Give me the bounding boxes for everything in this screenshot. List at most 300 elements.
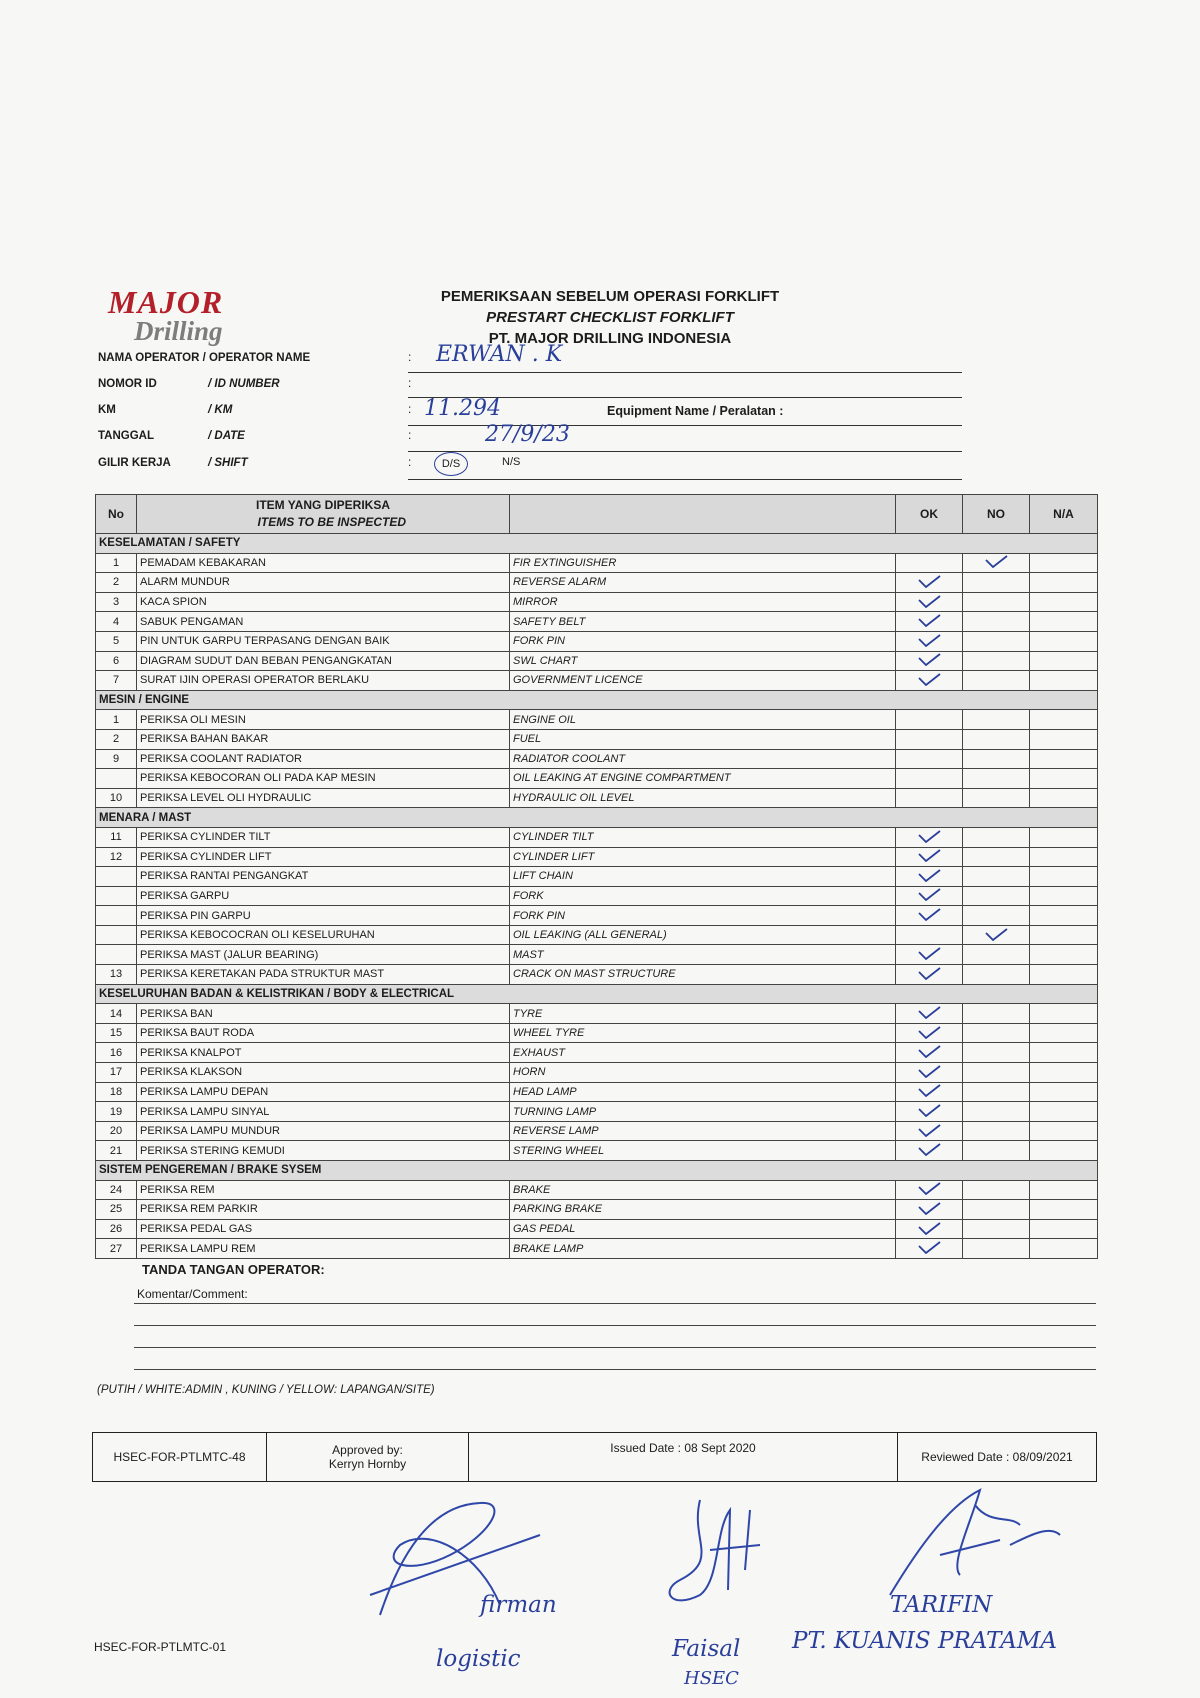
mark-cell-na[interactable] bbox=[1030, 749, 1098, 769]
item-number: 6 bbox=[96, 651, 137, 671]
date-value: 27/9/23 bbox=[485, 422, 570, 447]
item-name-id: PERIKSA PIN GARPU bbox=[137, 906, 510, 926]
item-name-id: PERIKSA LAMPU MUNDUR bbox=[137, 1121, 510, 1141]
item-number bbox=[96, 867, 137, 887]
mark-cell-no[interactable] bbox=[963, 886, 1030, 906]
mark-cell-na[interactable] bbox=[1030, 1063, 1098, 1083]
mark-cell-no[interactable] bbox=[963, 1063, 1030, 1083]
title-english: PRESTART CHECKLIST FORKLIFT bbox=[486, 309, 734, 326]
col-item-id: ITEM YANG DIPERIKSA bbox=[255, 498, 391, 512]
checklist-row bbox=[96, 769, 1098, 789]
mark-cell-na[interactable] bbox=[1030, 788, 1098, 808]
mark-cell-na[interactable] bbox=[1030, 1121, 1098, 1141]
check-mark-icon bbox=[984, 554, 1008, 568]
date-label-id: TANGGAL bbox=[98, 430, 155, 442]
item-name-en: TYRE bbox=[510, 1004, 896, 1024]
mark-cell-na[interactable] bbox=[1030, 1200, 1098, 1220]
id-number-label bbox=[98, 378, 280, 390]
title-indonesian: PEMERIKSAAN SEBELUM OPERASI FORKLIFT bbox=[440, 288, 780, 305]
mark-cell-na[interactable] bbox=[1030, 631, 1098, 651]
mark-cell-na[interactable] bbox=[1030, 1082, 1098, 1102]
item-name-en: REVERSE LAMP bbox=[510, 1121, 896, 1141]
check-mark-icon bbox=[917, 868, 941, 882]
item-name-id: SURAT IJIN OPERASI OPERATOR BERLAKU bbox=[137, 671, 510, 691]
km-value: 11.294 bbox=[424, 396, 501, 421]
section-row bbox=[96, 690, 1098, 710]
mark-cell-ok[interactable] bbox=[896, 1180, 963, 1200]
checklist-row bbox=[96, 1200, 1098, 1220]
item-name-id: PIN UNTUK GARPU TERPASANG DENGAN BAIK bbox=[137, 631, 510, 651]
check-mark-icon bbox=[917, 887, 941, 901]
item-number: 15 bbox=[96, 1023, 137, 1043]
mark-cell-no[interactable] bbox=[963, 749, 1030, 769]
item-number: 26 bbox=[96, 1219, 137, 1239]
item-number: 25 bbox=[96, 1200, 137, 1220]
item-number: 3 bbox=[96, 592, 137, 612]
mark-cell-ok[interactable] bbox=[896, 573, 963, 593]
mark-cell-na[interactable] bbox=[1030, 867, 1098, 887]
logo-drilling: Drilling bbox=[134, 316, 223, 346]
mark-cell-na[interactable] bbox=[1030, 1239, 1098, 1259]
mark-cell-no[interactable] bbox=[963, 788, 1030, 808]
signature-logistic-role: logistic bbox=[436, 1646, 521, 1672]
comment-label: Komentar/Comment: bbox=[137, 1287, 248, 1301]
mark-cell-ok[interactable] bbox=[896, 1219, 963, 1239]
item-name-en: FORK PIN bbox=[510, 906, 896, 926]
section-row bbox=[96, 984, 1098, 1004]
item-name-en: RADIATOR COOLANT bbox=[510, 749, 896, 769]
item-number: 24 bbox=[96, 1180, 137, 1200]
item-name-id: PERIKSA BAN bbox=[137, 1004, 510, 1024]
mark-cell-na[interactable] bbox=[1030, 1102, 1098, 1122]
item-name-en: MAST bbox=[510, 945, 896, 965]
mark-cell-ok[interactable] bbox=[896, 886, 963, 906]
section-title: MENARA / MAST bbox=[96, 808, 1098, 828]
item-name-en: GAS PEDAL bbox=[510, 1219, 896, 1239]
checklist-row bbox=[96, 1082, 1098, 1102]
item-number: 18 bbox=[96, 1082, 137, 1102]
item-number: 17 bbox=[96, 1063, 137, 1083]
item-name-id: PERIKSA KERETAKAN PADA STRUKTUR MAST bbox=[137, 965, 510, 985]
item-name-en: TURNING LAMP bbox=[510, 1102, 896, 1122]
mark-cell-ok[interactable] bbox=[896, 867, 963, 887]
item-name-en: FORK bbox=[510, 886, 896, 906]
reviewed-date: Reviewed Date : 08/09/2021 bbox=[898, 1433, 1097, 1482]
item-name-en: BRAKE bbox=[510, 1180, 896, 1200]
km-label bbox=[98, 404, 233, 416]
check-mark-icon bbox=[917, 594, 941, 608]
section-title: KESELAMATAN / SAFETY bbox=[96, 534, 1098, 554]
item-name-en: BRAKE LAMP bbox=[510, 1239, 896, 1259]
mark-cell-na[interactable] bbox=[1030, 592, 1098, 612]
signature-hsec-role: HSEC bbox=[684, 1668, 739, 1689]
company-name: PT. MAJOR DRILLING INDONESIA bbox=[488, 330, 732, 347]
check-mark-icon bbox=[917, 1025, 941, 1039]
mark-cell-ok[interactable] bbox=[896, 710, 963, 730]
item-name-en: MIRROR bbox=[510, 592, 896, 612]
mark-cell-ok[interactable] bbox=[896, 592, 963, 612]
mark-cell-no[interactable] bbox=[963, 1043, 1030, 1063]
check-mark-icon bbox=[917, 966, 941, 980]
mark-cell-ok[interactable] bbox=[896, 945, 963, 965]
mark-cell-na[interactable] bbox=[1030, 671, 1098, 691]
mark-cell-ok[interactable] bbox=[896, 553, 963, 573]
shift-night: N/S bbox=[502, 456, 521, 468]
mark-cell-na[interactable] bbox=[1030, 906, 1098, 926]
check-mark-icon bbox=[984, 927, 1008, 941]
checklist-row bbox=[96, 827, 1098, 847]
checklist-row bbox=[96, 965, 1098, 985]
mark-cell-no[interactable] bbox=[963, 573, 1030, 593]
mark-cell-no[interactable] bbox=[963, 847, 1030, 867]
checklist-row bbox=[96, 612, 1098, 632]
footer-table bbox=[92, 1432, 1097, 1482]
issued-date: Issued Date : 08 Sept 2020 bbox=[469, 1433, 898, 1482]
mark-cell-no[interactable] bbox=[963, 631, 1030, 651]
logo-major: MAJOR bbox=[108, 284, 224, 320]
item-number: 2 bbox=[96, 729, 137, 749]
item-number: 12 bbox=[96, 847, 137, 867]
check-mark-icon bbox=[917, 1064, 941, 1078]
km-label-id: KM bbox=[98, 404, 116, 416]
operator-name-line bbox=[408, 372, 962, 373]
colon-shift: : bbox=[408, 455, 412, 469]
colon-id: : bbox=[408, 376, 412, 390]
signature-contractor-company: PT. KUANIS PRATAMA bbox=[792, 1628, 1057, 1654]
mark-cell-na[interactable] bbox=[1030, 1004, 1098, 1024]
mark-cell-no[interactable] bbox=[963, 592, 1030, 612]
section-title: MESIN / ENGINE bbox=[96, 690, 1098, 710]
item-name-id: PERIKSA BAHAN BAKAR bbox=[137, 729, 510, 749]
check-mark-icon bbox=[917, 1240, 941, 1254]
mark-cell-ok[interactable] bbox=[896, 1063, 963, 1083]
checklist-row bbox=[96, 886, 1098, 906]
item-number: 21 bbox=[96, 1141, 137, 1161]
item-number: 13 bbox=[96, 965, 137, 985]
item-name-id: PERIKSA KNALPOT bbox=[137, 1043, 510, 1063]
mark-cell-na[interactable] bbox=[1030, 573, 1098, 593]
check-mark-icon bbox=[917, 672, 941, 686]
mark-cell-no[interactable] bbox=[963, 1239, 1030, 1259]
item-name-en: SWL CHART bbox=[510, 651, 896, 671]
item-name-id: KACA SPION bbox=[137, 592, 510, 612]
mark-cell-no[interactable] bbox=[963, 1121, 1030, 1141]
mark-cell-ok[interactable] bbox=[896, 1102, 963, 1122]
item-name-en: CRACK ON MAST STRUCTURE bbox=[510, 965, 896, 985]
item-name-id: PERIKSA LAMPU DEPAN bbox=[137, 1082, 510, 1102]
mark-cell-na[interactable] bbox=[1030, 769, 1098, 789]
item-number: 14 bbox=[96, 1004, 137, 1024]
approved-by bbox=[267, 1433, 469, 1482]
mark-cell-ok[interactable] bbox=[896, 827, 963, 847]
mark-cell-ok[interactable] bbox=[896, 1043, 963, 1063]
mark-cell-ok[interactable] bbox=[896, 1239, 963, 1259]
check-mark-icon bbox=[917, 1123, 941, 1137]
mark-cell-na[interactable] bbox=[1030, 827, 1098, 847]
item-number: 16 bbox=[96, 1043, 137, 1063]
item-name-en: ENGINE OIL bbox=[510, 710, 896, 730]
item-number: 7 bbox=[96, 671, 137, 691]
checklist-row bbox=[96, 1239, 1098, 1259]
mark-cell-ok[interactable] bbox=[896, 631, 963, 651]
check-mark-icon bbox=[917, 1221, 941, 1235]
check-mark-icon bbox=[917, 1142, 941, 1156]
col-item-header bbox=[137, 495, 510, 534]
inspection-table bbox=[95, 494, 1098, 1259]
check-mark-icon bbox=[917, 1201, 941, 1215]
mark-cell-no[interactable] bbox=[963, 1200, 1030, 1220]
mark-cell-no[interactable] bbox=[963, 651, 1030, 671]
item-name-en: HYDRAULIC OIL LEVEL bbox=[510, 788, 896, 808]
checklist-row bbox=[96, 1141, 1098, 1161]
mark-cell-na[interactable] bbox=[1030, 710, 1098, 730]
col-en-header bbox=[510, 495, 896, 534]
approved-label: Approved by: bbox=[332, 1443, 403, 1457]
item-number: 5 bbox=[96, 631, 137, 651]
checklist-row bbox=[96, 867, 1098, 887]
checklist-row bbox=[96, 788, 1098, 808]
check-mark-icon bbox=[917, 1103, 941, 1117]
item-name-en: OIL LEAKING AT ENGINE COMPARTMENT bbox=[510, 769, 896, 789]
check-mark-icon bbox=[917, 633, 941, 647]
operator-signature-label: TANDA TANGAN OPERATOR: bbox=[142, 1262, 325, 1277]
col-no-header: No bbox=[96, 495, 137, 534]
checklist-row bbox=[96, 749, 1098, 769]
mark-cell-ok[interactable] bbox=[896, 1121, 963, 1141]
item-name-en: FUEL bbox=[510, 729, 896, 749]
item-name-en: PARKING BRAKE bbox=[510, 1200, 896, 1220]
col-na-header: N/A bbox=[1030, 495, 1098, 534]
mark-cell-no[interactable] bbox=[963, 827, 1030, 847]
shift-day-circled: D/S bbox=[434, 452, 468, 476]
km-label-en: / KM bbox=[208, 404, 233, 416]
item-name-en: OIL LEAKING (ALL GENERAL) bbox=[510, 925, 896, 945]
check-mark-icon bbox=[917, 848, 941, 862]
item-name-id: PERIKSA CYLINDER LIFT bbox=[137, 847, 510, 867]
item-name-en: EXHAUST bbox=[510, 1043, 896, 1063]
checklist-row bbox=[96, 1102, 1098, 1122]
mark-cell-no[interactable] bbox=[963, 1082, 1030, 1102]
mark-cell-ok[interactable] bbox=[896, 651, 963, 671]
item-name-id: PERIKSA GARPU bbox=[137, 886, 510, 906]
checklist-row bbox=[96, 631, 1098, 651]
item-name-id: PERIKSA LEVEL OLI HYDRAULIC bbox=[137, 788, 510, 808]
checklist-row bbox=[96, 1121, 1098, 1141]
mark-cell-na[interactable] bbox=[1030, 945, 1098, 965]
comment-line-2[interactable] bbox=[134, 1325, 1096, 1326]
mark-cell-na[interactable] bbox=[1030, 1180, 1098, 1200]
signature-contractor-name: TARIFIN bbox=[890, 1592, 993, 1618]
checklist-row bbox=[96, 1023, 1098, 1043]
mark-cell-no[interactable] bbox=[963, 1102, 1030, 1122]
mark-cell-na[interactable] bbox=[1030, 1023, 1098, 1043]
item-name-id: PEMADAM KEBAKARAN bbox=[137, 553, 510, 573]
col-item-en: ITEMS TO BE INSPECTED bbox=[257, 515, 406, 529]
mark-cell-na[interactable] bbox=[1030, 965, 1098, 985]
mark-cell-na[interactable] bbox=[1030, 1043, 1098, 1063]
checklist-row bbox=[96, 651, 1098, 671]
mark-cell-no[interactable] bbox=[963, 710, 1030, 730]
mark-cell-ok[interactable] bbox=[896, 965, 963, 985]
mark-cell-na[interactable] bbox=[1030, 612, 1098, 632]
mark-cell-ok[interactable] bbox=[896, 1200, 963, 1220]
item-number bbox=[96, 769, 137, 789]
item-name-id: DIAGRAM SUDUT DAN BEBAN PENGANGKATAN bbox=[137, 651, 510, 671]
id-label-id: NOMOR ID bbox=[98, 378, 157, 390]
item-name-id: PERIKSA STERING KEMUDI bbox=[137, 1141, 510, 1161]
checklist-row bbox=[96, 592, 1098, 612]
item-number: 10 bbox=[96, 788, 137, 808]
mark-cell-na[interactable] bbox=[1030, 1141, 1098, 1161]
section-row bbox=[96, 1161, 1098, 1181]
mark-cell-no[interactable] bbox=[963, 925, 1030, 945]
item-number: 11 bbox=[96, 827, 137, 847]
comment-line-3[interactable] bbox=[134, 1347, 1096, 1348]
mark-cell-ok[interactable] bbox=[896, 1082, 963, 1102]
form-code: HSEC-FOR-PTLMTC-48 bbox=[93, 1433, 267, 1482]
col-ok-header: OK bbox=[896, 495, 963, 534]
operator-name-label: NAMA OPERATOR / OPERATOR NAME bbox=[98, 352, 311, 364]
table-header-row bbox=[96, 495, 1098, 534]
id-label-en: / ID NUMBER bbox=[208, 378, 280, 390]
checklist-row bbox=[96, 553, 1098, 573]
mark-cell-no[interactable] bbox=[963, 1004, 1030, 1024]
signature-hsec-name: Faisal bbox=[672, 1636, 741, 1662]
date-label-en: / DATE bbox=[208, 430, 245, 442]
checklist-row bbox=[96, 906, 1098, 926]
mark-cell-na[interactable] bbox=[1030, 1219, 1098, 1239]
check-mark-icon bbox=[917, 652, 941, 666]
footer-row bbox=[93, 1433, 1097, 1482]
mark-cell-ok[interactable] bbox=[896, 1141, 963, 1161]
signature-hsec-scribble bbox=[660, 1490, 780, 1610]
section-row bbox=[96, 808, 1098, 828]
mark-cell-no[interactable] bbox=[963, 965, 1030, 985]
check-mark-icon bbox=[917, 1005, 941, 1019]
mark-cell-no[interactable] bbox=[963, 1219, 1030, 1239]
item-number: 1 bbox=[96, 553, 137, 573]
comment-line-1[interactable] bbox=[134, 1303, 1096, 1304]
checklist-row bbox=[96, 729, 1098, 749]
item-name-id: PERIKSA PEDAL GAS bbox=[137, 1219, 510, 1239]
item-name-id: ALARM MUNDUR bbox=[137, 573, 510, 593]
mark-cell-ok[interactable] bbox=[896, 612, 963, 632]
mark-cell-na[interactable] bbox=[1030, 729, 1098, 749]
item-number bbox=[96, 886, 137, 906]
shift-label-en: / SHIFT bbox=[208, 457, 248, 469]
check-mark-icon bbox=[917, 907, 941, 921]
mark-cell-ok[interactable] bbox=[896, 906, 963, 926]
mark-cell-ok[interactable] bbox=[896, 788, 963, 808]
item-number: 4 bbox=[96, 612, 137, 632]
mark-cell-ok[interactable] bbox=[896, 749, 963, 769]
checklist-row bbox=[96, 1063, 1098, 1083]
shift-line bbox=[408, 479, 962, 480]
approved-name: Kerryn Hornby bbox=[328, 1457, 407, 1471]
mark-cell-ok[interactable] bbox=[896, 671, 963, 691]
mark-cell-no[interactable] bbox=[963, 945, 1030, 965]
item-name-en: CYLINDER LIFT bbox=[510, 847, 896, 867]
check-mark-icon bbox=[917, 946, 941, 960]
mark-cell-ok[interactable] bbox=[896, 847, 963, 867]
mark-cell-na[interactable] bbox=[1030, 886, 1098, 906]
check-mark-icon bbox=[917, 1181, 941, 1195]
copy-distribution-note: (PUTIH / WHITE:ADMIN , KUNING / YELLOW: LAPANGAN/SITE) bbox=[97, 1384, 435, 1396]
checklist-row bbox=[96, 925, 1098, 945]
item-name-en: HORN bbox=[510, 1063, 896, 1083]
mark-cell-ok[interactable] bbox=[896, 729, 963, 749]
item-number bbox=[96, 925, 137, 945]
equipment-name-label: Equipment Name / Peralatan : bbox=[607, 404, 784, 418]
item-number bbox=[96, 945, 137, 965]
mark-cell-na[interactable] bbox=[1030, 847, 1098, 867]
mark-cell-no[interactable] bbox=[963, 1023, 1030, 1043]
item-name-en: STERING WHEEL bbox=[510, 1141, 896, 1161]
item-name-id: PERIKSA OLI MESIN bbox=[137, 710, 510, 730]
mark-cell-ok[interactable] bbox=[896, 1023, 963, 1043]
mark-cell-no[interactable] bbox=[963, 867, 1030, 887]
col-no-check-header: NO bbox=[963, 495, 1030, 534]
mark-cell-na[interactable] bbox=[1030, 651, 1098, 671]
inspection-table-body bbox=[96, 534, 1098, 1259]
item-number bbox=[96, 906, 137, 926]
comment-line-4[interactable] bbox=[134, 1369, 1096, 1370]
item-name-id: PERIKSA KEBOCORAN OLI PADA KAP MESIN bbox=[137, 769, 510, 789]
item-name-id: PERIKSA BAUT RODA bbox=[137, 1023, 510, 1043]
item-name-en: GOVERNMENT LICENCE bbox=[510, 671, 896, 691]
mark-cell-ok[interactable] bbox=[896, 769, 963, 789]
item-name-en: WHEEL TYRE bbox=[510, 1023, 896, 1043]
check-mark-icon bbox=[917, 1083, 941, 1097]
item-name-id: PERIKSA REM bbox=[137, 1180, 510, 1200]
checklist-row bbox=[96, 945, 1098, 965]
signature-logistic-name: firman bbox=[480, 1592, 557, 1618]
item-name-id: PERIKSA CYLINDER TILT bbox=[137, 827, 510, 847]
mark-cell-no[interactable] bbox=[963, 1180, 1030, 1200]
item-number: 1 bbox=[96, 710, 137, 730]
mark-cell-no[interactable] bbox=[963, 769, 1030, 789]
item-name-en: HEAD LAMP bbox=[510, 1082, 896, 1102]
mark-cell-no[interactable] bbox=[963, 729, 1030, 749]
mark-cell-no[interactable] bbox=[963, 671, 1030, 691]
mark-cell-na[interactable] bbox=[1030, 925, 1098, 945]
document-number: HSEC-FOR-PTLMTC-01 bbox=[94, 1640, 227, 1654]
mark-cell-no[interactable] bbox=[963, 1141, 1030, 1161]
mark-cell-no[interactable] bbox=[963, 553, 1030, 573]
section-row bbox=[96, 534, 1098, 554]
checklist-row bbox=[96, 1004, 1098, 1024]
mark-cell-no[interactable] bbox=[963, 906, 1030, 926]
item-number: 19 bbox=[96, 1102, 137, 1122]
item-number: 9 bbox=[96, 749, 137, 769]
shift-label-id: GILIR KERJA bbox=[98, 457, 171, 469]
item-name-id: PERIKSA KEBOCOCRAN OLI KESELURUHAN bbox=[137, 925, 510, 945]
checklist-row bbox=[96, 573, 1098, 593]
mark-cell-ok[interactable] bbox=[896, 925, 963, 945]
check-mark-icon bbox=[917, 574, 941, 588]
mark-cell-no[interactable] bbox=[963, 612, 1030, 632]
mark-cell-ok[interactable] bbox=[896, 1004, 963, 1024]
colon-km: : bbox=[408, 402, 412, 416]
section-title: KESELURUHAN BADAN & KELISTRIKAN / BODY & ELECTRICAL bbox=[96, 984, 1098, 1004]
mark-cell-na[interactable] bbox=[1030, 553, 1098, 573]
item-name-en: CYLINDER TILT bbox=[510, 827, 896, 847]
item-name-id: SABUK PENGAMAN bbox=[137, 612, 510, 632]
section-title: SISTEM PENGEREMAN / BRAKE SYSEM bbox=[96, 1161, 1098, 1181]
check-mark-icon bbox=[917, 829, 941, 843]
operator-name-value: ERWAN . K bbox=[436, 342, 563, 367]
colon-operator: : bbox=[408, 350, 412, 364]
